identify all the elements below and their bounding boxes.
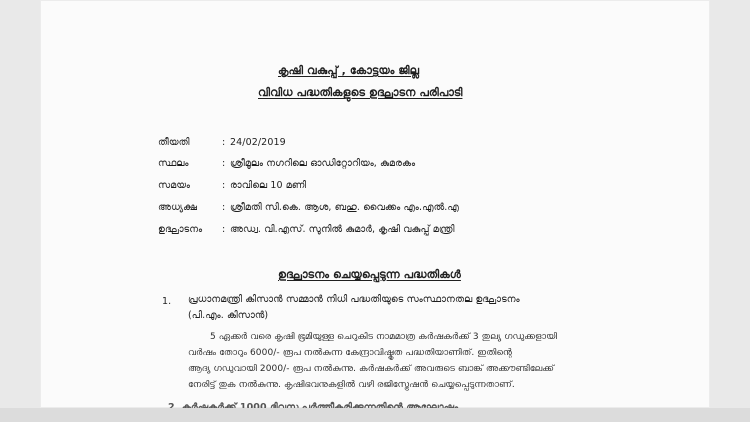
section-heading: ഉദ്ഘാടനം ചെയ്യപ്പെടുന്ന പദ്ധതികൾ [278,268,461,281]
document-heading-programme: വിവിധ പദ്ധതികളുടെ ഉദ്ഘാടന പരിപാടി [258,86,463,99]
paragraph-line: വർഷം തോറും 6000/- രൂപ നൽകുന്ന കേന്ദ്രാവിഷ്കൃത പദ്ധതിയാണിത്. ഇതിന്റെ [188,348,512,358]
detail-value-chair: ശ്രീമതി സി.കെ. ആശ, ബഹു. വൈക്കം എം.എൽ.എ [230,202,459,213]
viewer-bottom-edge [0,408,750,422]
detail-value-date: 24/02/2019 [230,137,286,148]
detail-sep: : [222,137,226,148]
detail-label-inauguration: ഉദ്ഘാടനം [158,224,203,235]
detail-value-time: രാവിലെ 10 മണി [230,180,307,191]
detail-label-time: സമയം [158,180,191,191]
detail-sep: : [222,158,226,169]
item-number: 1. [162,296,172,307]
document-heading-department: കൃഷി വകുപ്പ് , കോട്ടയം ജില്ല [278,64,420,77]
item-title: പ്രധാനമന്ത്രി കിസാൻ സമ്മാൻ നിധി പദ്ധതിയുടെ സംസ്ഥാനതല ഉദ്ഘാടനം [188,294,520,305]
paragraph-line: ആദ്യ ഗഡുവായി 2000/- രൂപ നൽകുന്നു. കർഷകർക്ക് അവരുടെ ബാങ്ക് അക്കൗണ്ടിലേക്ക് [188,364,555,374]
detail-sep: : [222,224,226,235]
paragraph-line: നേരിട്ട് തുക നൽകുന്നു. കൃഷിഭവനുകളിൽ വഴി രജിസ്ട്രേഷൻ ചെയ്യപ്പെടുന്നതാണ്. [188,380,515,390]
paragraph-line: 5 ഏക്കർ വരെ കൃഷി ഭൂമിയുള്ള ചെറുകിട നാമമാത്ര കർഷകർക്ക് 3 തുല്യ ഗഡുക്കളായി [210,332,558,342]
detail-label-date: തീയതി [158,137,190,148]
detail-label-chair: അധ്യക്ഷ [158,202,198,213]
detail-sep: : [222,202,226,213]
detail-value-venue: ശ്രീമൂലം നഗറിലെ ഓഡിറ്റോറിയം, കുമരകം [230,158,416,169]
detail-label-venue: സ്ഥലം [158,158,189,169]
detail-sep: : [222,180,226,191]
detail-value-inauguration: അഡ്വ. വി.എസ്. സുനിൽ കുമാർ, കൃഷി വകുപ്പ് മന്ത്രി [230,224,455,235]
item-title-abbrev: (പി.എം. കിസാൻ) [188,310,269,321]
